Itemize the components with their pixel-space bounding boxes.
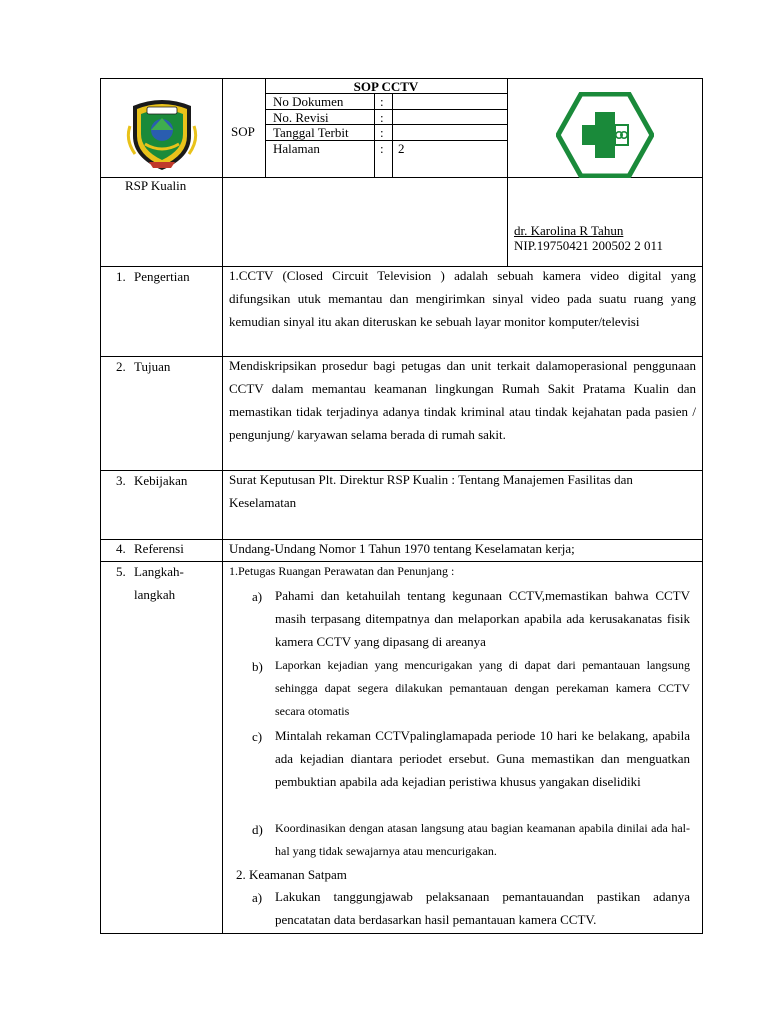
- col-divider-left: [222, 78, 223, 934]
- step-1d-marker: d): [252, 822, 263, 837]
- section-5-number: 5.: [116, 564, 126, 579]
- org-name: RSP Kualin: [125, 178, 187, 193]
- section-2-number: 2.: [116, 359, 126, 374]
- section-5-title-line1: Langkah-: [134, 564, 184, 579]
- section-3-text: Surat Keputusan Plt. Direktur RSP Kualin : Tentang Manajemen Fasilitas dan Keselamatan: [229, 472, 633, 510]
- section-line-3: [100, 539, 703, 540]
- section-2-text: Mendiskripsikan prosedur bagi petugas dan unit terkait dalamoperasional penggunaan CCTV dalam memantau keamanan lingkungan Rumah Sakit Pratama Kualin dan memastikan tidak terjadinya adanya tindak kriminal atau tindak kejahatan pada pasien / pengunjung/ karyawan selama berada di rumah sakit.: [229, 358, 696, 442]
- steps-group-1-title: 1.Petugas Ruangan Perawatan dan Penunjang :: [229, 564, 455, 578]
- field-value-halaman: 2: [398, 141, 405, 156]
- section-1-number: 1.: [116, 269, 126, 284]
- step-1d-text: Koordinasikan dengan atasan langsung atau bagian keamanan apabila dinilai ada hal-hal yang tidak sewajarnya atau mencurigakan.: [275, 821, 690, 858]
- section-3-number: 3.: [116, 473, 126, 488]
- regency-emblem-logo: [125, 96, 199, 172]
- field-label-no-revisi: No. Revisi: [273, 110, 329, 125]
- step-1c-marker: c): [252, 729, 263, 744]
- signatory-nip: NIP.19750421 200502 2 011: [514, 238, 664, 253]
- step-1a-text: Pahami dan ketahuilah tentang kegunaan CCTV,memastikan bahwa CCTV masih terpasang ditempatnya dan melaporkan apabila ada kerusakanatas fisik kamera CCTV yang dipasang di areanya: [275, 588, 690, 649]
- section-4-title: Referensi: [134, 541, 184, 556]
- section-4-number: 4.: [116, 541, 126, 556]
- field-sep-no-dokumen: :: [380, 94, 384, 109]
- section-1-title: Pengertian: [134, 269, 190, 284]
- section-2-title: Tujuan: [134, 359, 171, 374]
- col-divider-right: [507, 78, 508, 267]
- section-line-4: [100, 561, 703, 562]
- step-1b-text: Laporkan kejadian yang mencurigakan yang di dapat dari pemantauan langsung sehingga dapat segera dilakukan pemantauan dengan perekaman kamera CCTV secara otomatis: [275, 658, 690, 718]
- step-2a-text: Lakukan tanggungjawab pelaksanaan pemantauandan pastikan adanya pencatatan data berdasarkan hasil pemantauan kamera CCTV.: [275, 889, 690, 927]
- field-label-halaman: Halaman: [273, 141, 320, 156]
- step-1c-text: Mintalah rekaman CCTVpalinglamapada periode 10 hari ke belakang, apabila ada kejadian diantara periodet ersebut. Guna memastikan dan menguatkan pembuktian apabila ada kejadian peristiwa khusus yangakan diselidiki: [275, 728, 690, 789]
- section-4-text: Undang-Undang Nomor 1 Tahun 1970 tentang Keselamatan kerja;: [229, 541, 575, 556]
- section-3-title: Kebijakan: [134, 473, 188, 488]
- field-colon-divider-a: [374, 94, 375, 178]
- field-sep-no-revisi: :: [380, 110, 384, 125]
- step-1a-marker: a): [252, 589, 263, 604]
- steps-group-2-title: 2. Keamanan Satpam: [236, 867, 347, 882]
- field-sep-halaman: :: [380, 141, 384, 156]
- field-label-no-dokumen: No Dokumen: [273, 94, 344, 109]
- field-label-tanggal-terbit: Tanggal Terbit: [273, 125, 349, 140]
- health-center-logo: [556, 92, 654, 178]
- sop-label: SOP: [231, 124, 255, 139]
- signatory-name: dr. Karolina R Tahun: [514, 223, 624, 238]
- step-1b-marker: b): [252, 659, 263, 674]
- section-5-title-line2: langkah: [134, 587, 176, 602]
- document-title: SOP CCTV: [353, 79, 419, 94]
- field-sep-tanggal-terbit: :: [380, 125, 384, 140]
- step-2a-marker: a): [252, 890, 263, 905]
- field-colon-divider-b: [392, 94, 393, 178]
- section-1-text: 1.CCTV (Closed Circuit Television ) adalah sebuah kamera video digital yang difungsikan utuk memantau dan mengirimkan sinyal video pada suatu ruang yang kemudian sinyal itu akan diteruskan ke sebuah layar monitor komputer/televisi: [229, 268, 696, 329]
